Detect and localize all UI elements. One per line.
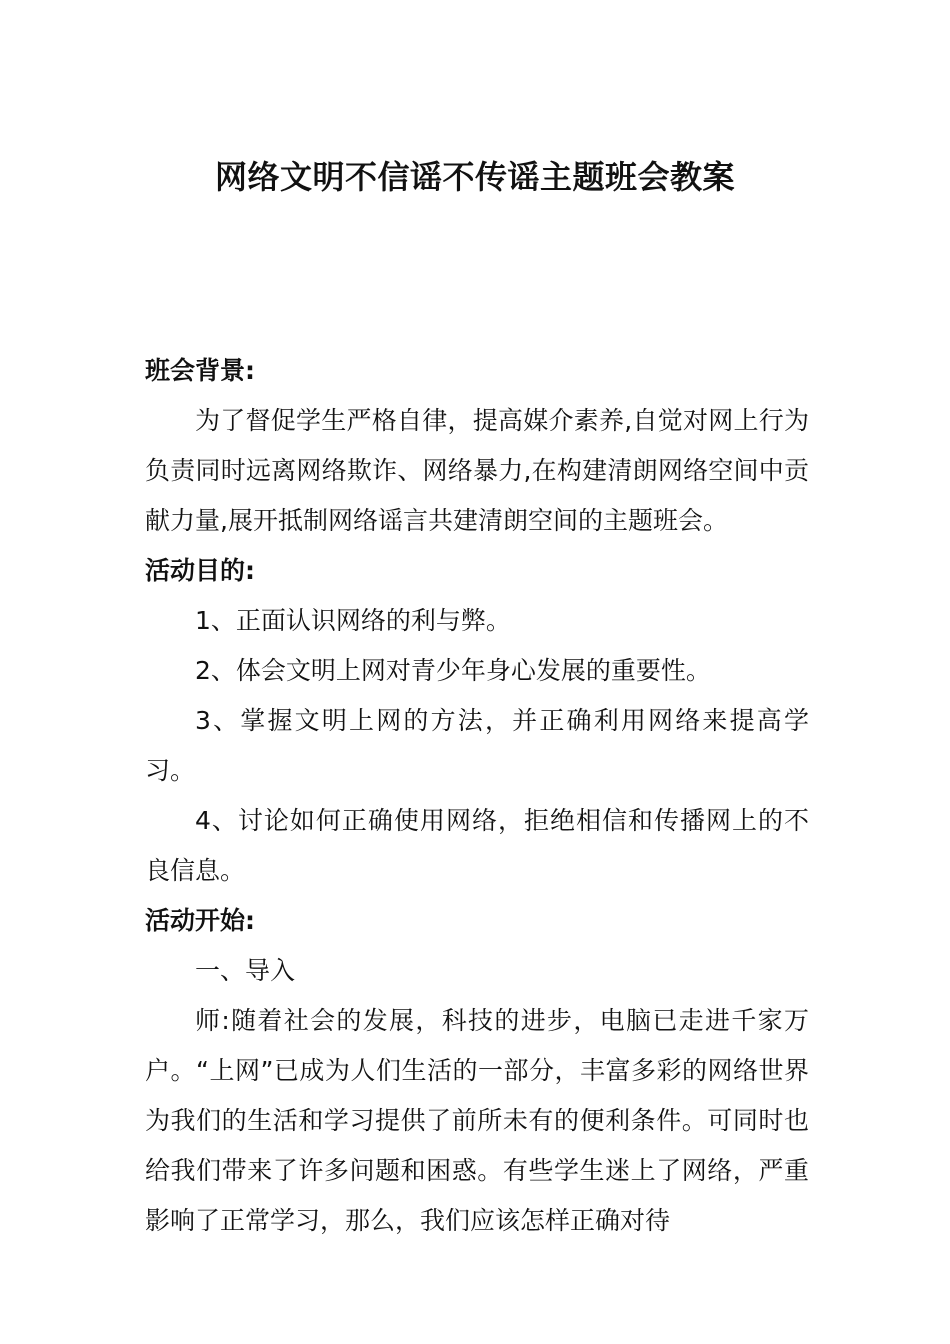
goal-item: 1、正面认识网络的利与弊。	[195, 606, 511, 635]
section-heading-goals: 活动目的:	[145, 556, 255, 585]
document-title: 网络文明不信谣不传谣主题班会教案	[214, 158, 735, 196]
start-paragraph: 师:随着社会的发展，科技的进步，电脑已走进千家万户。“上网”已成为人们生活的一部分，丰富多彩的网络世界为我们的生活和学习提供了前所未有的便利条件。可同时也给我们带来了许多问题和困惑。有些学生迷上了网络，严重影响了正常学习，那么，我们应该怎样正确对待	[145, 1006, 809, 1235]
document-body	[145, 346, 809, 1246]
goal-item: 2、体会文明上网对青少年身心发展的重要性。	[195, 656, 711, 685]
background-paragraph: 为了督促学生严格自律，提高媒介素养,自觉对网上行为负责同时远离网络欺诈、网络暴力,在构建清朗网络空间中贡献力量,展开抵制网络谣言共建清朗空间的主题班会。	[145, 406, 809, 535]
goal-item: 4、讨论如何正确使用网络，拒绝相信和传播网上的不良信息。	[145, 806, 809, 885]
goal-item: 3、掌握文明上网的方法，并正确利用网络来提高学习。	[145, 706, 809, 785]
section-heading-background: 班会背景:	[145, 356, 255, 385]
section-heading-start: 活动开始:	[145, 906, 255, 935]
start-subheading: 一、导入	[195, 956, 296, 985]
